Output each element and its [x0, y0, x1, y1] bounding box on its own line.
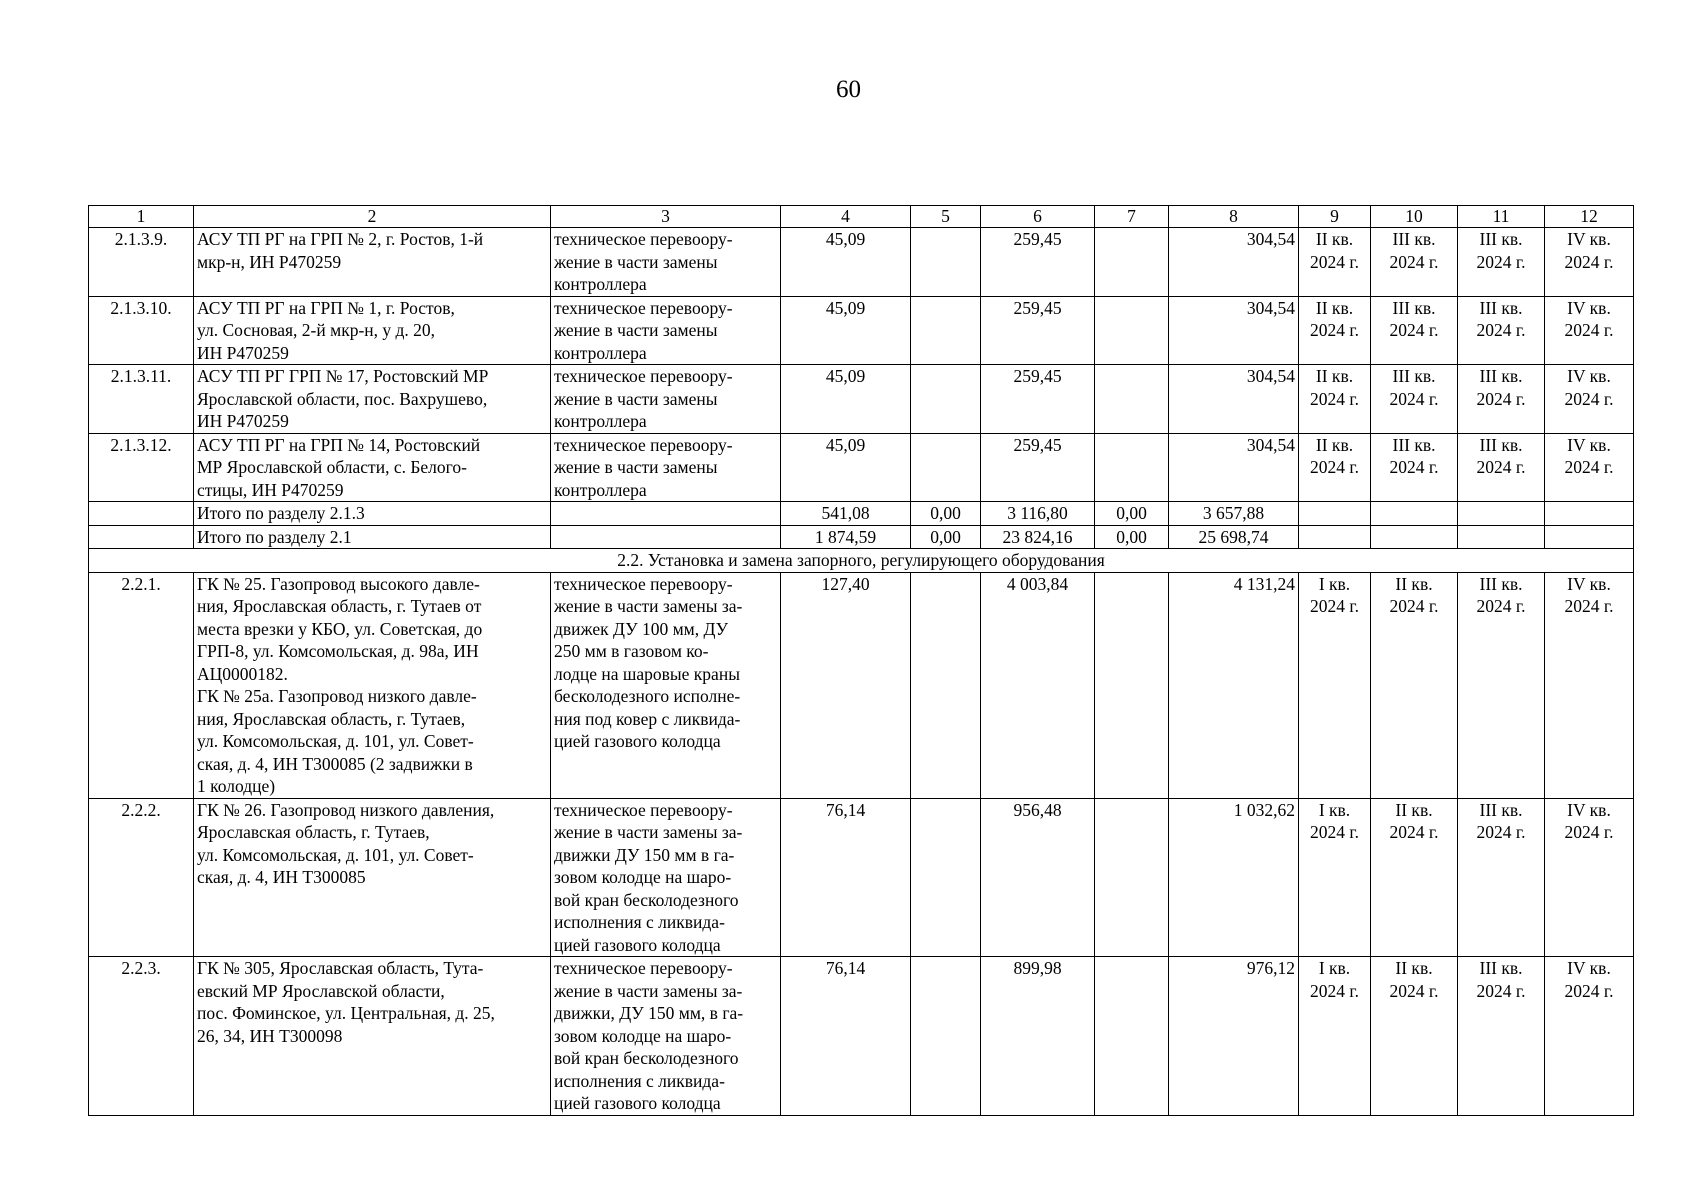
object-name: [194, 365, 551, 434]
work-description-line: зовом колодце на шаро-: [554, 1025, 732, 1046]
column-header: 7: [1095, 206, 1169, 228]
quarter-line: 2024 г.: [1476, 822, 1526, 842]
page-number: 60: [836, 76, 861, 103]
total-empty-cell: [551, 525, 781, 549]
work-description-line: движек ДУ 100 мм, ДУ: [554, 618, 729, 639]
object-name-line: Ярославской области, пос. Вахрушево,: [197, 388, 488, 409]
work-description-line: жение в части замены: [554, 251, 718, 272]
quarter-line: III кв.: [1479, 434, 1523, 455]
section-heading-row: [89, 549, 1634, 573]
quarter-q10: [1371, 228, 1458, 297]
quarter-line: 2024 г.: [1310, 251, 1359, 272]
work-description-line: ния под ковер с ликвида-: [554, 708, 741, 729]
work-description-line: контроллера: [554, 274, 647, 294]
quarter-line: 2024 г.: [1389, 457, 1439, 477]
work-description-line: техническое перевоору-: [554, 958, 733, 978]
quarter-q12: [1545, 433, 1634, 502]
quarter-q10: [1371, 957, 1458, 1116]
total-col-4: 541,08: [781, 502, 911, 526]
value-col-8: 976,12: [1169, 957, 1299, 1116]
quarter-line: I кв.: [1318, 573, 1351, 594]
object-name-line: ИН Р470259: [197, 411, 289, 431]
quarter-q9: [1299, 296, 1371, 365]
quarter-q9: [1299, 365, 1371, 434]
quarter-q10: [1371, 365, 1458, 434]
total-empty-cell: [89, 525, 194, 549]
object-name-line: ул. Комсомольская, д. 101, ул. Совет-: [197, 844, 474, 865]
object-name-line: стицы, ИН Р470259: [197, 479, 344, 500]
value-col-5: [911, 296, 981, 365]
object-name-line: ГК № 305, Ярославская область, Тута-: [197, 958, 484, 978]
column-header: 11: [1458, 206, 1545, 228]
quarter-line: IV кв.: [1567, 297, 1611, 318]
value-col-4: 45,09: [781, 433, 911, 502]
work-description-line: жение в части замены: [554, 320, 718, 340]
object-name-line: 26, 34, ИН Т300098: [197, 1025, 343, 1046]
work-description: [551, 433, 781, 502]
value-col-7: [1095, 365, 1169, 434]
quarter-line: 2024 г.: [1389, 980, 1439, 1001]
quarter-q12: [1545, 572, 1634, 798]
total-row: [89, 502, 1634, 526]
value-col-7: [1095, 572, 1169, 798]
work-description-line: исполнения с ликвида-: [554, 912, 725, 932]
object-name-line: пос. Фоминское, ул. Центральная, д. 25,: [197, 1003, 495, 1023]
total-label: Итого по разделу 2.1: [194, 525, 551, 549]
quarter-line: II кв.: [1315, 366, 1354, 386]
quarter-line: II кв.: [1395, 799, 1433, 820]
quarter-line: 2024 г.: [1476, 596, 1526, 616]
object-name-line: ГК № 26. Газопровод низкого давления,: [197, 799, 495, 820]
table-row: [89, 365, 1634, 434]
column-header: 10: [1371, 206, 1458, 228]
work-description-line: техническое перевоору-: [554, 229, 733, 249]
value-col-6: 259,45: [981, 296, 1095, 365]
object-name-line: АСУ ТП РГ на ГРП № 14, Ростовский: [197, 434, 481, 455]
quarter-q12: [1545, 365, 1634, 434]
work-description: [551, 798, 781, 957]
object-name-line: ГК № 25. Газопровод высокого давле-: [197, 573, 480, 594]
value-col-4: 76,14: [781, 798, 911, 957]
value-col-6: 259,45: [981, 365, 1095, 434]
quarter-line: I кв.: [1318, 958, 1351, 978]
total-empty-cell: [1299, 525, 1371, 549]
quarter-line: 2024 г.: [1389, 388, 1439, 409]
quarter-line: 2024 г.: [1476, 320, 1526, 340]
work-description-line: бесколодезного исполне-: [554, 686, 741, 706]
quarter-line: 2024 г.: [1389, 596, 1439, 616]
total-col-6: 3 116,80: [981, 502, 1095, 526]
quarter-q11: [1458, 572, 1545, 798]
value-col-8: 304,54: [1169, 296, 1299, 365]
quarter-q12: [1545, 228, 1634, 297]
total-label: Итого по разделу 2.1.3: [194, 502, 551, 526]
quarter-line: III кв.: [1392, 229, 1436, 249]
quarter-line: III кв.: [1392, 434, 1436, 455]
object-name-line: АЦ0000182.: [197, 663, 288, 684]
value-col-7: [1095, 957, 1169, 1116]
item-number: 2.2.1.: [89, 572, 194, 798]
total-col-5: 0,00: [911, 525, 981, 549]
quarter-line: 2024 г.: [1476, 251, 1526, 272]
quarter-line: 2024 г.: [1476, 457, 1526, 477]
value-col-7: [1095, 228, 1169, 297]
value-col-6: 4 003,84: [981, 572, 1095, 798]
work-description-line: техническое перевоору-: [554, 799, 733, 820]
quarter-q11: [1458, 365, 1545, 434]
total-col-7: 0,00: [1095, 525, 1169, 549]
quarter-q9: [1299, 228, 1371, 297]
object-name-line: ская, д. 4, ИН Т300085 (2 задвижки в: [197, 753, 473, 774]
section-heading: 2.2. Установка и замена запорного, регулирующего оборудования: [89, 549, 1634, 573]
value-col-5: [911, 433, 981, 502]
column-number-row: [89, 206, 1634, 228]
item-number: 2.2.3.: [89, 957, 194, 1116]
total-empty-cell: [89, 502, 194, 526]
work-description-line: жение в части замены: [554, 457, 718, 477]
object-name: [194, 798, 551, 957]
column-header: 12: [1545, 206, 1634, 228]
work-description-line: контроллера: [554, 342, 647, 363]
object-name-line: ул. Комсомольская, д. 101, ул. Совет-: [197, 731, 474, 751]
object-name-line: ГК № 25а. Газопровод низкого давле-: [197, 686, 477, 706]
table-row: [89, 957, 1634, 1116]
value-col-8: 304,54: [1169, 433, 1299, 502]
quarter-line: 2024 г.: [1310, 320, 1359, 340]
item-number: 2.1.3.9.: [89, 228, 194, 297]
quarter-line: 2024 г.: [1310, 596, 1359, 616]
total-empty-cell: [1458, 525, 1545, 549]
object-name-line: АСУ ТП РГ ГРП № 17, Ростовский МР: [197, 366, 489, 386]
column-header: 5: [911, 206, 981, 228]
work-description-line: техническое перевоору-: [554, 297, 733, 318]
value-col-7: [1095, 433, 1169, 502]
column-header: 4: [781, 206, 911, 228]
total-col-6: 23 824,16: [981, 525, 1095, 549]
column-header: 8: [1169, 206, 1299, 228]
object-name-line: места врезки у КБО, ул. Советская, до: [197, 618, 483, 639]
total-empty-cell: [1545, 525, 1634, 549]
value-col-5: [911, 572, 981, 798]
quarter-line: III кв.: [1479, 799, 1523, 820]
work-description-line: исполнения с ликвида-: [554, 1070, 725, 1091]
quarter-line: II кв.: [1395, 573, 1433, 594]
object-name-line: 1 колодце): [197, 776, 276, 796]
work-description-line: жение в части замены за-: [554, 596, 743, 616]
value-col-4: 45,09: [781, 228, 911, 297]
work-description-line: зовом колодце на шаро-: [554, 867, 732, 887]
quarter-q11: [1458, 433, 1545, 502]
quarter-q10: [1371, 296, 1458, 365]
quarter-q11: [1458, 296, 1545, 365]
quarter-line: IV кв.: [1567, 366, 1611, 386]
work-description-line: цией газового колодца: [554, 1093, 721, 1113]
quarter-line: 2024 г.: [1389, 320, 1439, 340]
quarter-line: III кв.: [1479, 366, 1523, 386]
quarter-q12: [1545, 798, 1634, 957]
total-empty-cell: [1545, 502, 1634, 526]
quarter-line: 2024 г.: [1476, 388, 1526, 409]
quarter-line: 2024 г.: [1310, 822, 1359, 842]
quarter-line: 2024 г.: [1389, 251, 1439, 272]
total-empty-cell: [1458, 502, 1545, 526]
quarter-line: III кв.: [1479, 297, 1523, 318]
work-description-line: жение в части замены за-: [554, 822, 743, 842]
object-name-line: мкр-н, ИН Р470259: [197, 251, 342, 272]
column-header: 1: [89, 206, 194, 228]
quarter-line: III кв.: [1479, 573, 1523, 594]
quarter-line: III кв.: [1392, 297, 1436, 318]
quarter-q11: [1458, 957, 1545, 1116]
value-col-6: 259,45: [981, 433, 1095, 502]
work-description-line: жение в части замены за-: [554, 980, 743, 1001]
object-name: [194, 228, 551, 297]
value-col-4: 45,09: [781, 365, 911, 434]
item-number: 2.1.3.12.: [89, 433, 194, 502]
quarter-line: 2024 г.: [1564, 320, 1614, 340]
object-name: [194, 433, 551, 502]
quarter-line: IV кв.: [1567, 573, 1611, 594]
quarter-line: 2024 г.: [1564, 980, 1614, 1001]
object-name: [194, 572, 551, 798]
work-description-line: вой кран бесколодезного: [554, 1048, 739, 1068]
value-col-4: 45,09: [781, 296, 911, 365]
table-row: [89, 228, 1634, 297]
quarter-line: II кв.: [1315, 229, 1354, 249]
object-name-line: АСУ ТП РГ на ГРП № 2, г. Ростов, 1-й: [197, 229, 484, 249]
investment-program-table: [88, 205, 1634, 1116]
work-description: [551, 296, 781, 365]
value-col-8: 1 032,62: [1169, 798, 1299, 957]
quarter-line: 2024 г.: [1310, 388, 1359, 409]
quarter-line: 2024 г.: [1564, 596, 1614, 616]
work-description-line: жение в части замены: [554, 388, 718, 409]
quarter-line: 2024 г.: [1476, 980, 1526, 1001]
value-col-6: 899,98: [981, 957, 1095, 1116]
total-col-4: 1 874,59: [781, 525, 911, 549]
column-header: 2: [194, 206, 551, 228]
object-name-line: ул. Сосновая, 2-й мкр-н, у д. 20,: [197, 320, 436, 340]
total-col-5: 0,00: [911, 502, 981, 526]
work-description: [551, 572, 781, 798]
object-name-line: ния, Ярославская область, г. Тутаев от: [197, 596, 482, 616]
work-description-line: контроллера: [554, 479, 647, 500]
quarter-line: II кв.: [1315, 297, 1354, 318]
work-description: [551, 365, 781, 434]
total-empty-cell: [1371, 525, 1458, 549]
quarter-line: IV кв.: [1567, 958, 1611, 978]
quarter-line: III кв.: [1392, 366, 1436, 386]
quarter-q9: [1299, 957, 1371, 1116]
value-col-5: [911, 798, 981, 957]
column-header: 6: [981, 206, 1095, 228]
work-description-line: техническое перевоору-: [554, 366, 733, 386]
value-col-5: [911, 228, 981, 297]
item-number: 2.1.3.10.: [89, 296, 194, 365]
quarter-line: 2024 г.: [1564, 457, 1614, 477]
quarter-q11: [1458, 228, 1545, 297]
total-empty-cell: [1371, 502, 1458, 526]
quarter-q9: [1299, 572, 1371, 798]
work-description-line: 250 мм в газовом ко-: [554, 641, 709, 661]
column-header: 3: [551, 206, 781, 228]
work-description-line: вой кран бесколодезного: [554, 889, 739, 910]
value-col-6: 259,45: [981, 228, 1095, 297]
quarter-line: II кв.: [1315, 434, 1354, 455]
total-empty-cell: [551, 502, 781, 526]
quarter-line: 2024 г.: [1310, 457, 1359, 477]
table-row: [89, 798, 1634, 957]
value-col-7: [1095, 798, 1169, 957]
work-description-line: цией газового колодца: [554, 731, 721, 751]
quarter-line: 2024 г.: [1564, 251, 1614, 272]
value-col-5: [911, 365, 981, 434]
value-col-5: [911, 957, 981, 1116]
work-description-line: техническое перевоору-: [554, 434, 733, 455]
quarter-q10: [1371, 572, 1458, 798]
object-name: [194, 296, 551, 365]
value-col-8: 304,54: [1169, 365, 1299, 434]
quarter-q10: [1371, 433, 1458, 502]
quarter-line: 2024 г.: [1564, 388, 1614, 409]
table-row: [89, 296, 1634, 365]
object-name-line: МР Ярославской области, с. Белого-: [197, 457, 467, 477]
quarter-q10: [1371, 798, 1458, 957]
quarter-line: IV кв.: [1567, 799, 1611, 820]
work-description-line: движки, ДУ 150 мм, в га-: [554, 1003, 744, 1023]
quarter-line: III кв.: [1479, 229, 1523, 249]
total-col-7: 0,00: [1095, 502, 1169, 526]
work-description-line: цией газового колодца: [554, 934, 721, 955]
quarter-q9: [1299, 798, 1371, 957]
work-description-line: движки ДУ 150 мм в га-: [554, 844, 735, 865]
value-col-8: 304,54: [1169, 228, 1299, 297]
item-number: 2.2.2.: [89, 798, 194, 957]
work-description-line: лодце на шаровые краны: [554, 663, 740, 684]
table-row: [89, 572, 1634, 798]
work-description: [551, 228, 781, 297]
quarter-line: III кв.: [1479, 958, 1523, 978]
object-name-line: ская, д. 4, ИН Т300085: [197, 867, 366, 887]
quarter-q12: [1545, 296, 1634, 365]
total-col-8: 25 698,74: [1169, 525, 1299, 549]
object-name-line: ния, Ярославская область, г. Тутаев,: [197, 708, 466, 729]
value-col-8: 4 131,24: [1169, 572, 1299, 798]
value-col-4: 127,40: [781, 572, 911, 798]
item-number: 2.1.3.11.: [89, 365, 194, 434]
quarter-line: 2024 г.: [1389, 822, 1439, 842]
quarter-line: II кв.: [1395, 958, 1433, 978]
total-col-8: 3 657,88: [1169, 502, 1299, 526]
column-header: 9: [1299, 206, 1371, 228]
quarter-q9: [1299, 433, 1371, 502]
value-col-4: 76,14: [781, 957, 911, 1116]
object-name-line: АСУ ТП РГ на ГРП № 1, г. Ростов,: [197, 297, 455, 318]
object-name-line: ИН Р470259: [197, 342, 289, 363]
work-description: [551, 957, 781, 1116]
table-row: [89, 433, 1634, 502]
work-description-line: техническое перевоору-: [554, 573, 733, 594]
value-col-7: [1095, 296, 1169, 365]
value-col-6: 956,48: [981, 798, 1095, 957]
total-empty-cell: [1299, 502, 1371, 526]
quarter-line: I кв.: [1318, 799, 1351, 820]
quarter-line: 2024 г.: [1310, 980, 1359, 1001]
work-description-line: контроллера: [554, 411, 647, 431]
quarter-line: IV кв.: [1567, 229, 1611, 249]
quarter-line: 2024 г.: [1564, 822, 1614, 842]
object-name: [194, 957, 551, 1116]
quarter-q12: [1545, 957, 1634, 1116]
object-name-line: евский МР Ярославской области,: [197, 980, 445, 1001]
object-name-line: Ярославская область, г. Тутаев,: [197, 822, 430, 842]
quarter-q11: [1458, 798, 1545, 957]
object-name-line: ГРП-8, ул. Комсомольская, д. 98а, ИН: [197, 641, 479, 661]
quarter-line: IV кв.: [1567, 434, 1611, 455]
total-row: [89, 525, 1634, 549]
